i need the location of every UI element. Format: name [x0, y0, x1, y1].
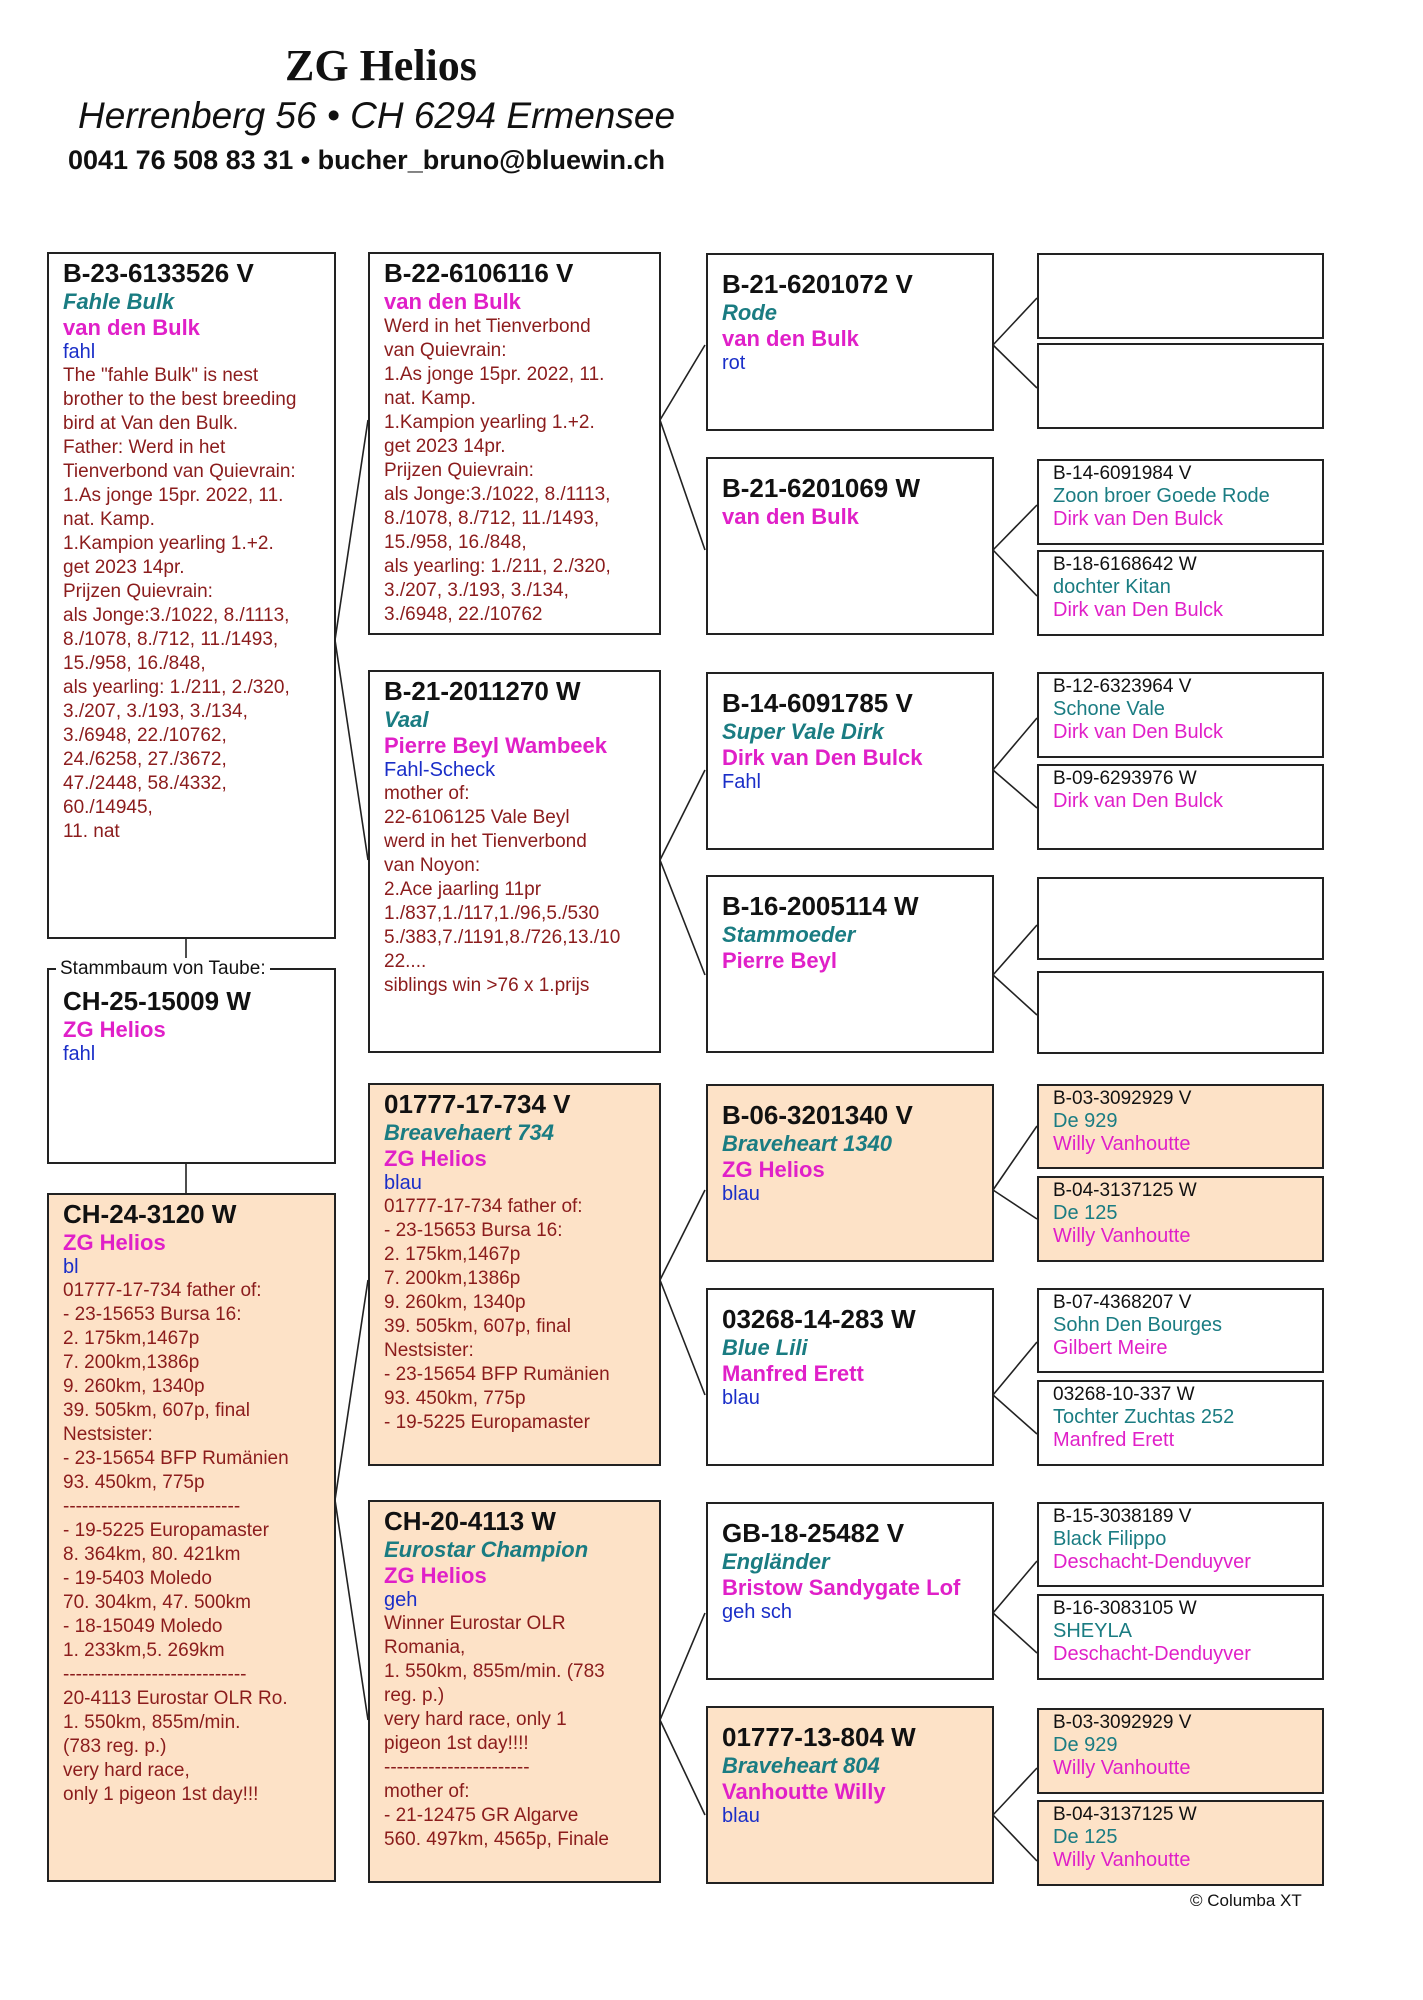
fm-note: mother of: 22-6106125 Vale Beyl werd in het Tienverbond van Noyon: 2.Ace jaarling 11pr 1./837,1./117,1./96,5./530 5./383,7./1191,8./726,13./10 22.... siblings win >76 x 1.prijs: [384, 783, 621, 996]
father-strain: Fahle Bulk: [63, 289, 175, 314]
g4-name: Tochter Zuchtas 252: [1053, 1406, 1235, 1428]
g4-card-1[interactable]: [1037, 253, 1324, 339]
g3-card-3[interactable]: [706, 672, 994, 850]
g4-name: Schone Vale: [1053, 698, 1165, 720]
g3-breeder: Manfred Erett: [722, 1361, 864, 1386]
g4-ring: B-15-3038189 V: [1053, 1506, 1192, 1527]
subject-name: ZG Helios: [63, 1017, 166, 1042]
g4-name: dochter Kitan: [1053, 576, 1171, 598]
father-note: The "fahle Bulk" is nest brother to the best breeding bird at Van den Bulk. Father: Werd in het Tienverbond van Quievrain: 1.As jonge 15pr. 2022, 11. nat. Kamp. 1.Kampion yearling 1.+2. get 2023 14pr. Prijzen Quievrain: als Jonge:3./1022, 8./1113, 8./1078, 8./712, 11./1493, 15./958, 16./848, als yearling: 1./211, 2./320, 3./207, 3./193, 3./134, 3./6948, 22./10762, 24./6258, 27./3672, 47./2448, 58./4332, 60./14945, 11. nat: [63, 365, 297, 842]
g3-color: blau: [722, 1805, 760, 1827]
g3-breeder: Bristow Sandygate Lof: [722, 1575, 961, 1600]
g4-breeder: Willy Vanhoutte: [1053, 1225, 1191, 1247]
ff-breeder: van den Bulk: [384, 289, 521, 314]
g4-card-14[interactable]: [1037, 1594, 1324, 1680]
g3-breeder: Pierre Beyl: [722, 948, 837, 973]
copyright: © Columba XT: [1190, 1891, 1302, 1910]
g3-card-8[interactable]: [706, 1706, 994, 1884]
g4-card-10[interactable]: [1037, 1176, 1324, 1262]
father-color: fahl: [63, 341, 96, 363]
g3-card-2[interactable]: [706, 457, 994, 635]
g3-ring: B-06-3201340 V: [722, 1100, 913, 1130]
g4-name: De 929: [1053, 1110, 1118, 1132]
g3-card-4[interactable]: [706, 875, 994, 1053]
g4-card-2[interactable]: [1037, 343, 1324, 429]
g4-name: SHEYLA: [1053, 1620, 1132, 1642]
g4-ring: B-03-3092929 V: [1053, 1088, 1192, 1109]
g4-breeder: Deschacht-Denduyver: [1053, 1643, 1251, 1665]
g4-card-11[interactable]: [1037, 1288, 1324, 1373]
father-ring: B-23-6133526 V: [63, 258, 254, 288]
g4-breeder: Dirk van Den Bulck: [1053, 508, 1224, 530]
mf-ring: 01777-17-734 V: [384, 1089, 571, 1119]
mf-card[interactable]: [368, 1083, 661, 1466]
mm-ring: CH-20-4113 W: [384, 1506, 556, 1536]
g4-card-6[interactable]: [1037, 764, 1324, 850]
g4-breeder: Dirk van Den Bulck: [1053, 721, 1224, 743]
g4-name: Sohn Den Bourges: [1053, 1314, 1223, 1336]
g3-color: rot: [722, 352, 746, 374]
fm-card[interactable]: [368, 670, 661, 1053]
g4-breeder: Willy Vanhoutte: [1053, 1757, 1191, 1779]
mf-breeder: ZG Helios: [384, 1146, 487, 1171]
g4-breeder: Willy Vanhoutte: [1053, 1849, 1191, 1871]
mf-note: 01777-17-734 father of: - 23-15653 Bursa 16: 2. 175km,1467p 7. 200km,1386p 9. 260km, 1340p 39. 505km, 607p, final Nestsister: - 23-15654 BFP Rumänien 93. 450km, 775p - 19-5225 Europamaster: [384, 1196, 610, 1433]
g3-card-5[interactable]: [706, 1084, 994, 1262]
mother-breeder: ZG Helios: [63, 1230, 166, 1255]
subject-color: fahl: [63, 1043, 96, 1065]
g4-ring: B-04-3137125 W: [1053, 1180, 1197, 1201]
mm-color: geh: [384, 1589, 418, 1611]
g4-ring: B-09-6293976 W: [1053, 768, 1197, 789]
g3-color: blau: [722, 1387, 760, 1409]
g4-name: Zoon broer Goede Rode: [1053, 485, 1270, 507]
g4-breeder: Dirk van Den Bulck: [1053, 599, 1224, 621]
g4-name: De 125: [1053, 1202, 1118, 1224]
g4-ring: B-07-4368207 V: [1053, 1292, 1192, 1313]
g3-breeder: ZG Helios: [722, 1157, 825, 1182]
g4-name: De 125: [1053, 1826, 1118, 1848]
g4-card-16[interactable]: [1037, 1800, 1324, 1886]
fm-ring: B-21-2011270 W: [384, 676, 581, 706]
mf-color: blau: [384, 1172, 422, 1194]
fm-strain: Vaal: [384, 707, 429, 732]
g4-breeder: Manfred Erett: [1053, 1429, 1175, 1451]
mm-note: Winner Eurostar OLR Romania, 1. 550km, 855m/min. (783 reg. p.) very hard race, only 1 pigeon 1st day!!!! ----------------------- mother of: - 21-12475 GR Algarve 560. 497km, 4565p, Finale: [384, 1613, 609, 1850]
ff-note: Werd in het Tienverbond van Quievrain: 1.As jonge 15pr. 2022, 11. nat. Kamp. 1.Kampion yearling 1.+2. get 2023 14pr. Prijzen Quievrain: als Jonge:3./1022, 8./1113, 8./1078, 8./712, 11./1493, 15./958, 16./848, als yearling: 1./211, 2./320, 3./207, 3./193, 3./134, 3./6948, 22./10762: [384, 316, 611, 625]
g3-color: Fahl: [722, 771, 761, 793]
ff-card[interactable]: [368, 252, 661, 635]
mother-note: 01777-17-734 father of: - 23-15653 Bursa 16: 2. 175km,1467p 7. 200km,1386p 9. 260km, 1340p 39. 505km, 607p, final Nestsister: - 23-15654 BFP Rumänien 93. 450km, 775p ---------------------------- - 19-5225 Europamaster 8. 364km, 80. 421km - 19-5403 Moledo 70. 304km, 47. 500km - 18-15049 Moledo 1. 233km,5. 269km ----------------------------- 20-4113 Eurostar OLR Ro. 1. 550km, 855m/min. (783 reg. p.) very hard race, only 1 pigeon 1st day!!!: [63, 1280, 289, 1805]
g4-name: Black Filippo: [1053, 1528, 1167, 1550]
g4-card-5[interactable]: [1037, 672, 1324, 758]
g3-breeder: Vanhoutte Willy: [722, 1779, 886, 1804]
father-card[interactable]: [47, 252, 336, 939]
g4-ring: B-16-3083105 W: [1053, 1598, 1197, 1619]
father-breeder: van den Bulk: [63, 315, 200, 340]
mother-card[interactable]: [47, 1193, 336, 1882]
subject-card[interactable]: [47, 968, 336, 1164]
g4-card-8[interactable]: [1037, 971, 1324, 1054]
g3-ring: B-14-6091785 V: [722, 688, 913, 718]
g4-ring: B-12-6323964 V: [1053, 676, 1192, 697]
g4-breeder: Willy Vanhoutte: [1053, 1133, 1191, 1155]
g4-card-12[interactable]: [1037, 1380, 1324, 1466]
g3-ring: B-21-6201072 V: [722, 269, 913, 299]
g4-card-4[interactable]: [1037, 550, 1324, 636]
fm-color: Fahl-Scheck: [384, 759, 496, 781]
mm-card[interactable]: [368, 1500, 661, 1883]
ff-ring: B-22-6106116 V: [384, 258, 574, 288]
g4-breeder: Deschacht-Denduyver: [1053, 1551, 1251, 1573]
page-title: ZG Helios: [285, 41, 477, 90]
g3-color: geh sch: [722, 1601, 793, 1623]
g3-strain: Stammoeder: [722, 922, 856, 947]
contact-line: 0041 76 508 83 31 • bucher_bruno@bluewin.ch: [68, 145, 666, 175]
g3-ring: GB-18-25482 V: [722, 1518, 905, 1548]
subject-ring: CH-25-15009 W: [63, 986, 251, 1016]
g3-ring: 03268-14-283 W: [722, 1304, 916, 1334]
fm-breeder: Pierre Beyl Wambeek: [384, 733, 607, 758]
g4-card-9[interactable]: [1037, 1084, 1324, 1169]
g3-strain: Rode: [722, 300, 777, 325]
g4-ring: 03268-10-337 W: [1053, 1384, 1195, 1405]
g4-ring: B-18-6168642 W: [1053, 554, 1197, 575]
address-line: Herrenberg 56 • CH 6294 Ermensee: [78, 95, 676, 136]
g3-strain: Engländer: [722, 1549, 830, 1574]
mm-breeder: ZG Helios: [384, 1563, 487, 1588]
g3-ring: B-21-6201069 W: [722, 473, 920, 503]
g3-strain: Braveheart 1340: [722, 1131, 893, 1156]
g3-breeder: van den Bulk: [722, 326, 859, 351]
mother-ring: CH-24-3120 W: [63, 1199, 237, 1229]
g4-ring: B-14-6091984 V: [1053, 463, 1192, 484]
g3-strain: Super Vale Dirk: [722, 719, 884, 744]
g4-breeder: Dirk van Den Bulck: [1053, 790, 1224, 812]
mf-strain: Breavehaert 734: [384, 1120, 555, 1145]
g4-card-7[interactable]: [1037, 877, 1324, 960]
g3-card-6[interactable]: [706, 1288, 994, 1466]
pedigree-label: Stammbaum von Taube:: [56, 958, 270, 980]
g3-breeder: van den Bulk: [722, 504, 859, 529]
g3-ring: B-16-2005114 W: [722, 891, 919, 921]
mm-strain: Eurostar Champion: [384, 1537, 589, 1562]
g4-breeder: Gilbert Meire: [1053, 1337, 1168, 1359]
mother-color: bl: [63, 1256, 79, 1278]
g3-strain: Braveheart 804: [722, 1753, 880, 1778]
g4-ring: B-03-3092929 V: [1053, 1712, 1192, 1733]
g3-card-7[interactable]: [706, 1502, 994, 1680]
g3-strain: Blue Lili: [722, 1335, 808, 1360]
g4-card-3[interactable]: [1037, 459, 1324, 545]
g3-color: blau: [722, 1183, 760, 1205]
g4-card-15[interactable]: [1037, 1708, 1324, 1794]
g3-card-1[interactable]: [706, 253, 994, 431]
g3-ring: 01777-13-804 W: [722, 1722, 916, 1752]
g4-ring: B-04-3137125 W: [1053, 1804, 1197, 1825]
g4-card-13[interactable]: [1037, 1502, 1324, 1587]
g3-breeder: Dirk van Den Bulck: [722, 745, 923, 770]
g4-name: De 929: [1053, 1734, 1118, 1756]
